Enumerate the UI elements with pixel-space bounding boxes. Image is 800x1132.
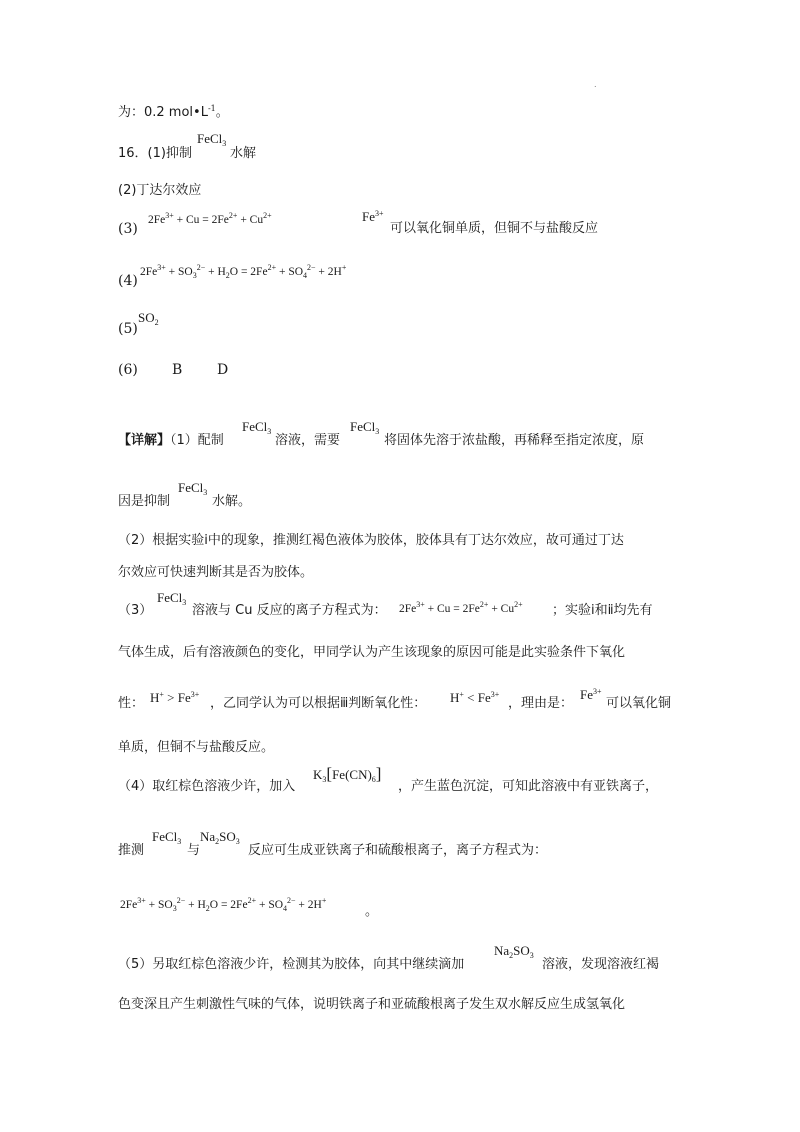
equation-fe-so3: $2Fe^{3+} + SO_3^{2-} + H_2O = 2Fe^{2+} + SO_4^{2-} + 2H^+$ <box>120 896 327 913</box>
text: 反应可生成亚铁离子和硫酸根离子，离子方程式为： <box>248 843 548 858</box>
formula-fecl3: FeCl$_3$ <box>178 480 208 497</box>
text: 溶液与 Cu 反应的离子方程式为： <box>192 603 387 618</box>
answer-16-6-b: B <box>172 362 183 378</box>
answer-16-3-label: (3) <box>118 221 138 237</box>
concentration-text: 为：0.2 mol•L <box>118 105 208 120</box>
corner-dot: . <box>594 80 597 89</box>
explanation-3-line2: 气体生成，后有溶液颜色的变化，甲同学认为产生该现象的原因可能是此实验条件下氧化 <box>118 645 626 660</box>
explanation-heading: 【详解】 <box>118 433 171 448</box>
text: ；实验ⅰ和ⅱ均先有 <box>552 603 653 618</box>
text: 溶液，需要 <box>275 433 341 448</box>
text: ，乙同学认为可以根据ⅲ判断氧化性： <box>210 696 427 711</box>
formula-fecl3: FeCl$_3$ <box>157 590 187 607</box>
answer-16-5-label: (5) <box>118 321 138 337</box>
formula-na2so3: $Na_2SO_3$ <box>200 829 240 846</box>
answer-16-6-d: D <box>217 362 229 378</box>
text: 与 <box>187 843 201 858</box>
exponent: -1 <box>207 104 216 113</box>
text: 可以氧化铜 <box>606 696 672 711</box>
text: 。 <box>365 904 379 919</box>
explanation-3-line3: 性： <box>118 696 145 711</box>
answer-16-6-label: (6) <box>118 362 138 378</box>
explanation-4-line2: 推测 <box>118 843 145 858</box>
explanation-3-label: （3） <box>118 603 153 618</box>
formula-na2so3: $Na_2SO_3$ <box>494 943 534 960</box>
period: 。 <box>215 105 229 120</box>
equation-fe-cu: $2Fe^{3+} + Cu = 2Fe^{2+} + Cu^{2+}$ <box>148 211 272 226</box>
text: 将固体先溶于浓盐酸，再稀释至指定浓度，原 <box>384 433 645 448</box>
explanation-3-line4: 单质，但铜不与盐酸反应。 <box>118 740 275 755</box>
formula-fecl3: FeCl$_3$ <box>152 829 182 846</box>
answer-16-1-tail: 水解 <box>230 146 257 161</box>
formula-fe3plus: $Fe^{3+}$ <box>580 687 602 702</box>
text: 溶液，发现溶液红褐 <box>542 957 660 972</box>
explanation-2-line2: 尔效应可快速判断其是否为胶体。 <box>118 565 314 580</box>
text: ，产生蓝色沉淀，可知此溶液中有亚铁离子， <box>398 779 659 794</box>
formula-fe3plus: $Fe^{3+}$ <box>362 209 384 224</box>
explanation-4-line1: （4）取红棕色溶液少许，加入 <box>118 779 296 794</box>
text: 水解。 <box>212 494 252 509</box>
answer-16-label: 16．(1)抑制 <box>118 146 192 161</box>
explanation-5-line2: 色变深且产生刺激性气味的气体，说明铁离子和亚硫酸根离子发生双水解反应生成氢氧化 <box>118 997 626 1012</box>
text: ，理由是： <box>508 696 574 711</box>
explanation-2-line1: （2）根据实验ⅰ中的现象，推测红褐色液体为胶体，胶体具有丁达尔效应，故可通过丁达 <box>118 533 624 548</box>
explanation-5-line1: （5）另取红棕色溶液少许，检测其为胶体，向其中继续滴加 <box>118 957 465 972</box>
formula-so2: $SO_2$ <box>138 310 159 327</box>
answer-16-3-tail: 可以氧化铜单质，但铜不与盐酸反应 <box>390 221 599 236</box>
equation-fe-cu: $2Fe^{3+} + Cu = 2Fe^{2+} + Cu^{2+}$ <box>399 600 523 615</box>
explanation-1-line2: 因是抑制 <box>118 494 171 509</box>
answer-16-4-label: (4) <box>118 273 138 289</box>
explanation-1-line1 <box>118 432 224 450</box>
formula-fecl3: FeCl$_3$ <box>350 419 380 436</box>
text: （1）配制 <box>170 433 224 448</box>
formula-fecl3: FeCl$_3$ <box>242 419 272 436</box>
inequality-h-lt-fe: $H^+ < Fe^{3+}$ <box>450 690 500 705</box>
formula-k3-fecn6: $K_3[Fe(CN)_6]$ <box>313 764 382 784</box>
equation-fe-so3: $2Fe^{3+} + SO_3^{2-} + H_2O = 2Fe^{2+} + SO_4^{2-} + 2H^+$ <box>140 263 347 280</box>
inequality-h-gt-fe: $H^+ > Fe^{3+}$ <box>150 690 200 705</box>
concentration-line <box>118 100 229 122</box>
formula-fecl3: FeCl$_3$ <box>197 131 227 148</box>
answer-16-2: (2)丁达尔效应 <box>118 183 202 198</box>
